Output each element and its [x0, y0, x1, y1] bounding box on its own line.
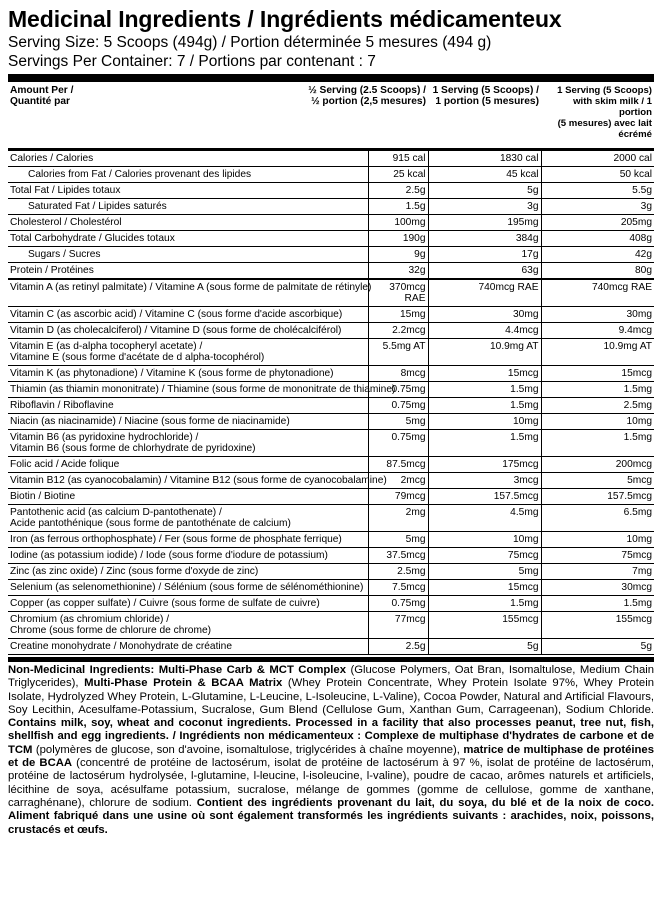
nutrient-label: Calories / Calories — [8, 150, 368, 167]
nutrient-label: Vitamin B12 (as cyanocobalamin) / Vitamine B12 (sous forme de cyanocobalamine) — [8, 473, 368, 489]
value-skim-serving: 5g — [541, 639, 654, 655]
value-skim-serving: 205mg — [541, 215, 654, 231]
nutrient-row — [8, 167, 654, 183]
nutrition-panel — [8, 6, 654, 837]
value-one-serving: 155mcg — [428, 612, 541, 639]
value-skim-serving: 75mcg — [541, 548, 654, 564]
nutrient-row — [8, 596, 654, 612]
value-one-serving: 1.5mg — [428, 398, 541, 414]
value-one-serving: 5mg — [428, 564, 541, 580]
value-one-serving: 175mcg — [428, 457, 541, 473]
value-one-serving: 10mg — [428, 532, 541, 548]
value-one-serving: 4.5mg — [428, 505, 541, 532]
nutrient-label: Biotin / Biotine — [8, 489, 368, 505]
value-half-serving: 2.5mg — [368, 564, 428, 580]
nutrient-label: Zinc (as zinc oxide) / Zinc (sous forme d'oxyde de zinc) — [8, 564, 368, 580]
nutrient-row — [8, 532, 654, 548]
nutrient-row — [8, 505, 654, 532]
value-skim-serving: 740mcg RAE — [541, 279, 654, 307]
value-half-serving: 8mcg — [368, 366, 428, 382]
nutrient-row — [8, 231, 654, 247]
value-one-serving: 1.5mg — [428, 382, 541, 398]
nutrient-label: Total Fat / Lipides totaux — [8, 183, 368, 199]
nutrient-row — [8, 489, 654, 505]
value-half-serving: 2.2mcg — [368, 323, 428, 339]
nutrient-row — [8, 382, 654, 398]
nutrient-label: Vitamin K (as phytonadione) / Vitamine K (sous forme de phytonadione) — [8, 366, 368, 382]
value-skim-serving: 2000 cal — [541, 150, 654, 167]
nutrient-row — [8, 183, 654, 199]
value-skim-serving: 157.5mcg — [541, 489, 654, 505]
nutrient-row — [8, 307, 654, 323]
nutrient-row — [8, 457, 654, 473]
nutrient-label: Vitamin C (as ascorbic acid) / Vitamine C (sous forme d'acide ascorbique) — [8, 307, 368, 323]
value-skim-serving: 3g — [541, 199, 654, 215]
top-divider — [8, 74, 654, 82]
nutrient-label: Saturated Fat / Lipides saturés — [8, 199, 368, 215]
nutrient-row — [8, 580, 654, 596]
value-skim-serving: 408g — [541, 231, 654, 247]
nutrient-label: Vitamin B6 (as pyridoxine hydrochloride) / Vitamin B6 (sous forme de chlorhydrate de pyridoxine) — [8, 430, 368, 457]
nutrient-label: Vitamin E (as d-alpha tocopheryl acetate) / Vitamine E (sous forme d'acétate de d alpha-tocophérol) — [8, 339, 368, 366]
value-one-serving: 10mg — [428, 414, 541, 430]
value-skim-serving: 10.9mg AT — [541, 339, 654, 366]
nutrient-label: Vitamin A (as retinyl palmitate) / Vitamine A (sous forme de palmitate de rétinyle) — [8, 279, 368, 307]
value-skim-serving: 155mcg — [541, 612, 654, 639]
nutrient-label: Cholesterol / Cholestérol — [8, 215, 368, 231]
nutrient-row — [8, 639, 654, 655]
value-one-serving: 1.5mg — [428, 430, 541, 457]
value-one-serving: 157.5mcg — [428, 489, 541, 505]
value-skim-serving: 1.5mg — [541, 382, 654, 398]
nutrient-row — [8, 247, 654, 263]
panel-title: Medicinal Ingredients / Ingrédients médicamenteux — [8, 6, 562, 32]
value-skim-serving: 10mg — [541, 414, 654, 430]
value-half-serving: 79mcg — [368, 489, 428, 505]
value-skim-serving: 30mcg — [541, 580, 654, 596]
value-one-serving: 17g — [428, 247, 541, 263]
nutrient-label: Vitamin D (as cholecalciferol) / Vitamine D (sous forme de cholécalciférol) — [8, 323, 368, 339]
value-half-serving: 15mg — [368, 307, 428, 323]
value-one-serving: 45 kcal — [428, 167, 541, 183]
value-half-serving: 0.75mg — [368, 398, 428, 414]
value-one-serving: 15mcg — [428, 580, 541, 596]
value-half-serving: 7.5mcg — [368, 580, 428, 596]
value-half-serving: 2mg — [368, 505, 428, 532]
nutrient-label: Iodine (as potassium iodide) / Iode (sous forme d'iodure de potassium) — [8, 548, 368, 564]
nutrient-row — [8, 548, 654, 564]
value-skim-serving: 5mcg — [541, 473, 654, 489]
value-one-serving: 1830 cal — [428, 150, 541, 167]
value-half-serving: 915 cal — [368, 150, 428, 167]
value-half-serving: 190g — [368, 231, 428, 247]
col-skim-serving: 1 Serving (5 Scoops) with skim milk / 1 portion (5 mesures) avec lait écrémé — [557, 85, 652, 140]
value-one-serving: 3g — [428, 199, 541, 215]
value-skim-serving: 7mg — [541, 564, 654, 580]
value-half-serving: 77mcg — [368, 612, 428, 639]
nutrient-row — [8, 199, 654, 215]
value-one-serving: 4.4mcg — [428, 323, 541, 339]
value-half-serving: 1.5g — [368, 199, 428, 215]
value-skim-serving: 15mcg — [541, 366, 654, 382]
value-half-serving: 5.5mg AT — [368, 339, 428, 366]
nutrient-label: Protein / Protéines — [8, 263, 368, 280]
value-skim-serving: 30mg — [541, 307, 654, 323]
nutrient-row — [8, 279, 654, 307]
value-skim-serving: 80g — [541, 263, 654, 280]
value-skim-serving: 5.5g — [541, 183, 654, 199]
value-half-serving: 32g — [368, 263, 428, 280]
col-half-serving: ½ Serving (2.5 Scoops) / ½ portion (2,5 mesures) — [308, 85, 426, 107]
non-medicinal-ingredients: Non-Medicinal Ingredients: Multi-Phase Carb & MCT Complex (Glucose Polymers, Oat Bran, Isomaltulose, Medium Chain Triglycerides), Multi-Phase Protein & BCAA Matrix (Whey Protein Concentrate, Whey Protein Isolate 97%, Whey Protein Isolate, Hydrolyzed Whey Protein, L-Glutamine, L-Leucine, L-Isoleucine, L-Valine), Cocoa Powder, Natural and Artificial Flavours, Soy Lecithin, Acesulfame-Potassium, Sucralose, Gum Blend (Cellulose Gum, Xanthan Gum, Carrageenan), Sodium Chloride. Contains milk, soy, wheat and coconut ingredients. Processed in a facility that also processes peanut, tree nut, fish, shellfish and egg ingredients. / Ingrédients non médicamenteux : Complexe de multiphase d'hydrates de carbone et de TCM (polymères de glucose, son d'avoine, isomaltulose, triglycérides à chaîne moyenne), matrice de multiphase de protéines et de BCAA (concentré de protéine de lactosérum, isolat de protéine de lactosérum à 97 %, isolat de protéine de lactosérum, protéine de lactosérum hydrolysée, l-glutamine, l-leucine, l-isoleucine, l-valine), poudre de cacao, arômes naturels et artificiels, lécithine de soya, acésulfame potassium, sucralose, mélange de gommes (gomme de cellulose, gomme de xanthane, carraghénane), chlorure de sodium. Contient des ingrédients provenant du lait, du soya, du blé et de la noix de coco. Aliment fabriqué dans une usine où sont également transformés les ingrédients suivants : arachides, noix, poissons, crustacés et œufs. — [8, 664, 655, 836]
nutrient-label: Sugars / Sucres — [8, 247, 368, 263]
nutrient-row — [8, 414, 654, 430]
nutrient-label: Thiamin (as thiamin mononitrate) / Thiamine (sous forme de mononitrate de thiamine) — [8, 382, 368, 398]
value-half-serving: 0.75mg — [368, 382, 428, 398]
nutrient-table-body — [8, 82, 654, 655]
nutrient-label: Pantothenic acid (as calcium D-pantothenate) / Acide pantothénique (sous forme de pantothénate de calcium) — [8, 505, 368, 532]
nutrient-label: Copper (as copper sulfate) / Cuivre (sous forme de sulfate de cuivre) — [8, 596, 368, 612]
value-half-serving: 2.5g — [368, 639, 428, 655]
value-skim-serving: 1.5mg — [541, 596, 654, 612]
value-skim-serving: 6.5mg — [541, 505, 654, 532]
nutrient-row — [8, 366, 654, 382]
nutrient-row — [8, 150, 654, 167]
value-skim-serving: 9.4mcg — [541, 323, 654, 339]
value-skim-serving: 200mcg — [541, 457, 654, 473]
value-one-serving: 740mcg RAE — [428, 279, 541, 307]
nutrient-label: Selenium (as selenomethionine) / Sélénium (sous forme de sélénométhionine) — [8, 580, 368, 596]
value-half-serving: 0.75mg — [368, 430, 428, 457]
nutrient-row — [8, 215, 654, 231]
value-one-serving: 75mcg — [428, 548, 541, 564]
column-header-row — [8, 82, 654, 140]
nutrient-table — [8, 82, 654, 655]
value-one-serving: 63g — [428, 263, 541, 280]
value-half-serving: 0.75mg — [368, 596, 428, 612]
serving-size: Serving Size: 5 Scoops (494g) / Portion déterminée 5 mesures (494 g) — [8, 34, 492, 51]
value-half-serving: 370mcg RAE — [368, 279, 428, 307]
value-skim-serving: 50 kcal — [541, 167, 654, 183]
value-half-serving: 37.5mcg — [368, 548, 428, 564]
nutrient-label: Riboflavin / Riboflavine — [8, 398, 368, 414]
value-skim-serving: 10mg — [541, 532, 654, 548]
nutrient-label: Iron (as ferrous orthophosphate) / Fer (sous forme de phosphate ferrique) — [8, 532, 368, 548]
col-amount-per: Amount Per / Quantité par — [10, 85, 74, 107]
nutrient-row — [8, 612, 654, 639]
bottom-divider — [8, 657, 654, 662]
value-one-serving: 1.5mg — [428, 596, 541, 612]
nutrient-row — [8, 263, 654, 280]
value-half-serving: 9g — [368, 247, 428, 263]
value-half-serving: 87.5mcg — [368, 457, 428, 473]
nutrient-label: Niacin (as niacinamide) / Niacine (sous forme de niacinamide) — [8, 414, 368, 430]
col-one-serving: 1 Serving (5 Scoops) / 1 portion (5 mesures) — [432, 85, 539, 107]
nutrient-row — [8, 473, 654, 489]
value-one-serving: 195mg — [428, 215, 541, 231]
value-one-serving: 3mcg — [428, 473, 541, 489]
value-half-serving: 2mcg — [368, 473, 428, 489]
nutrient-label: Calories from Fat / Calories provenant des lipides — [8, 167, 368, 183]
value-one-serving: 30mg — [428, 307, 541, 323]
value-half-serving: 25 kcal — [368, 167, 428, 183]
nutrient-label: Total Carbohydrate / Glucides totaux — [8, 231, 368, 247]
nutrient-row — [8, 564, 654, 580]
value-one-serving: 15mcg — [428, 366, 541, 382]
value-half-serving: 5mg — [368, 414, 428, 430]
nutrient-label: Folic acid / Acide folique — [8, 457, 368, 473]
nutrient-label: Chromium (as chromium chloride) / Chrome (sous forme de chlorure de chrome) — [8, 612, 368, 639]
nutrient-label: Creatine monohydrate / Monohydrate de créatine — [8, 639, 368, 655]
value-one-serving: 10.9mg AT — [428, 339, 541, 366]
nutrient-row — [8, 398, 654, 414]
servings-per-container: Servings Per Container: 7 / Portions par contenant : 7 — [8, 53, 376, 70]
value-half-serving: 2.5g — [368, 183, 428, 199]
value-skim-serving: 42g — [541, 247, 654, 263]
value-one-serving: 5g — [428, 639, 541, 655]
nutrient-row — [8, 323, 654, 339]
value-skim-serving: 1.5mg — [541, 430, 654, 457]
value-half-serving: 5mg — [368, 532, 428, 548]
value-one-serving: 5g — [428, 183, 541, 199]
value-one-serving: 384g — [428, 231, 541, 247]
header-divider — [8, 140, 654, 150]
nutrient-row — [8, 430, 654, 457]
value-half-serving: 100mg — [368, 215, 428, 231]
nutrient-row — [8, 339, 654, 366]
value-skim-serving: 2.5mg — [541, 398, 654, 414]
